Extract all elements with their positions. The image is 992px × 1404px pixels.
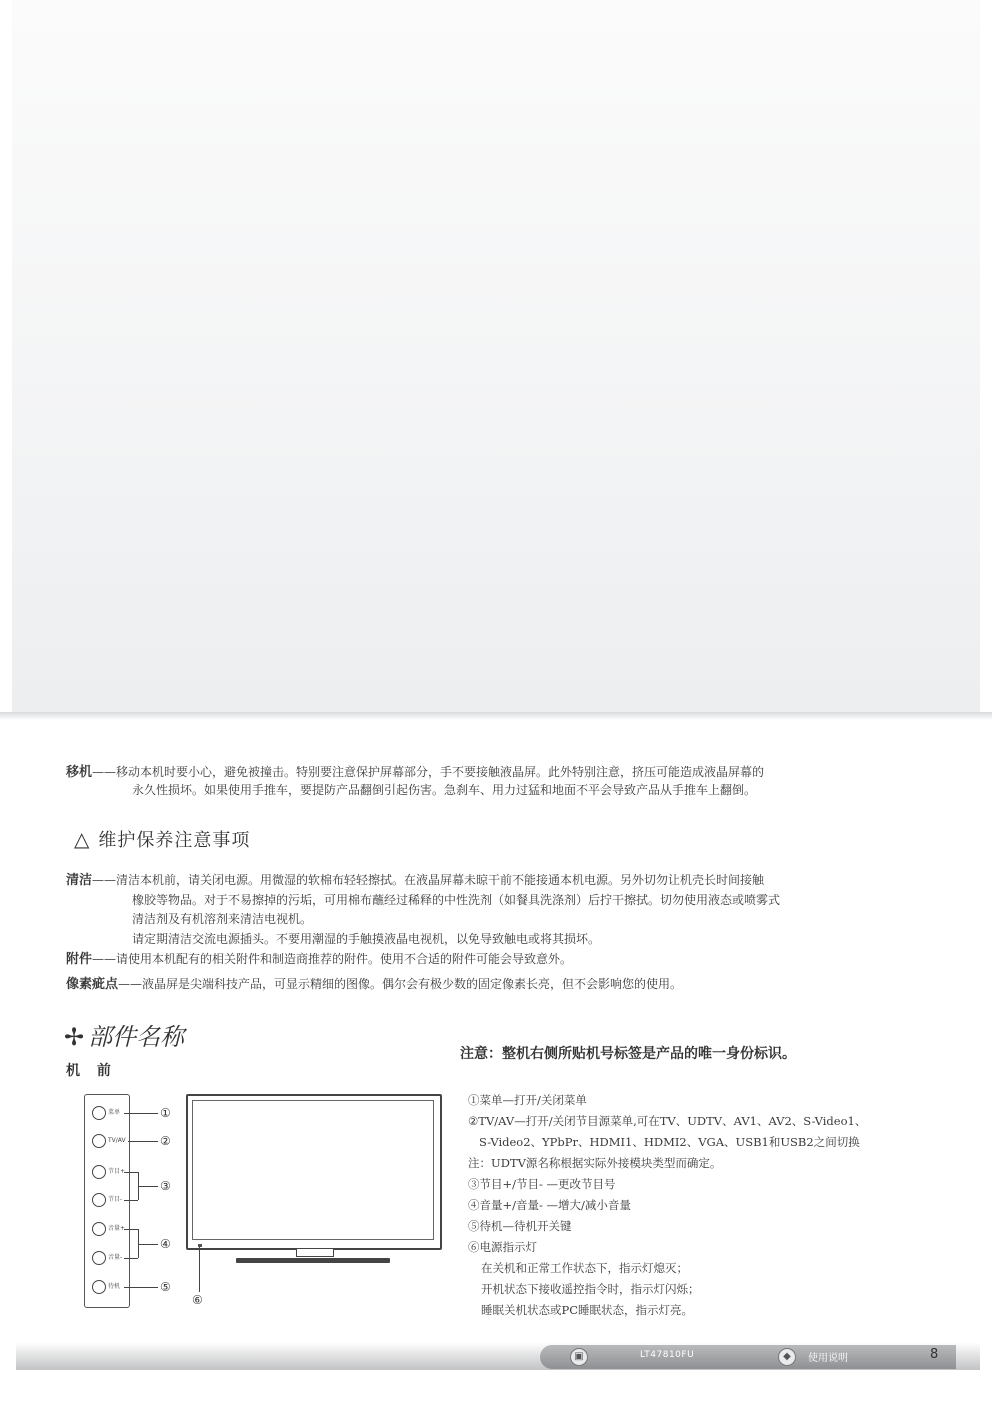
callout-number-6: ⑥ [192,1293,203,1307]
callout-line-1 [124,1113,158,1114]
parts-desc-6: ④音量+/音量- —增大/减小音量 [468,1198,631,1212]
parts-desc-3: S-Video2、YPbPr、HDMI1、HDMI2、VGA、USB1和USB2之间切换 [479,1135,860,1149]
volume-down-button-icon [92,1251,106,1265]
parts-desc-10: 开机状态下接收遥控指令时，指示灯闪烁； [481,1282,700,1296]
panel-label-menu: 菜单 [108,1109,121,1116]
moving-term: 移机 [66,765,93,780]
callout-line-3b [124,1200,138,1201]
page-number: 8 [930,1347,939,1362]
cleaning-line-3: 清洁剂及有机溶剂来清洁电视机。 [132,912,313,926]
callout-number-5: ⑤ [160,1280,171,1294]
maintenance-title: 维护保养注意事项 [98,830,251,851]
footer-model: LT47810FU [640,1350,695,1360]
panel-label-ch-down: 节目- [108,1196,123,1203]
front-view-label: 机 前 [66,1063,117,1079]
parts-desc-4: 注：UDTV源名称根据实际外接模块类型而确定。 [468,1156,722,1170]
parts-desc-2: ②TV/AV—打开/关闭节目源菜单,可在TV、UDTV、AV1、AV2、S-Video1、 [468,1114,867,1128]
callout-line-2 [128,1141,158,1142]
menu-button-icon [92,1106,106,1120]
tv-stand-base [236,1258,390,1263]
manual-logo-icon: ◆ [778,1348,796,1366]
callout-line-4a [124,1229,138,1230]
power-indicator-led [198,1244,202,1247]
maintenance-heading [74,826,250,852]
parts-title: 部件名称 [88,1023,185,1051]
tv-screen [192,1100,434,1240]
panel-label-tvav: TV/AV [108,1137,126,1144]
parts-desc-8: ⑥电源指示灯 [468,1240,537,1254]
parts-desc-5: ③节目+/节目- —更改节目号 [468,1177,616,1191]
accessories-text: ——请使用本机配有的相关附件和制造商推荐的附件。使用不合适的附件可能会导致意外。 [92,952,573,966]
pixels-term: 像素疵点 [66,977,119,992]
parts-desc-7: ⑤待机—待机开关键 [468,1219,572,1233]
volume-up-button-icon [92,1222,106,1236]
callout-line-5 [124,1287,158,1288]
callout-line-3 [138,1186,158,1187]
accessories-line [66,950,926,969]
accessories-term: 附件 [66,952,93,967]
cleaning-line-4: 请定期清洁交流电源插头。不要用潮湿的手触摸液晶电视机，以免导致触电或将其损坏。 [132,932,601,946]
cleaning-term: 清洁 [66,873,93,888]
parts-desc-1: ①菜单—打开/关闭菜单 [468,1093,587,1107]
cleaning-text-1: ——清洁本机前，请关闭电源。用微湿的软棉布轻轻擦拭。在液晶屏幕未晾干前不能接通本机电源。另外切勿让机壳长时间接触 [92,873,765,887]
pixels-text: ——液晶屏是尖端科技产品，可显示精细的图像。偶尔会有极少数的固定像素长亮，但不会影响您的使用。 [118,977,683,991]
callout-number-1: ① [160,1106,171,1120]
blank-upper-page [12,0,980,713]
callout-line-3a [124,1172,138,1173]
panel-label-standby: 待机 [108,1283,121,1290]
panel-label-vol-up: 音量+ [108,1225,126,1232]
channel-up-button-icon [92,1165,106,1179]
cleaning-line-1 [66,871,926,890]
footer-tab [540,1345,956,1369]
moving-line-2: 永久性损坏。如果使用手推车，要提防产品翻倒引起伤害。急刹车、用力过猛和地面不平会导致产品从手推车上翻倒。 [132,783,757,797]
parts-heading [64,1017,184,1052]
cleaning-line-2: 橡胶等物品。对于不易擦掉的污垢，可用棉布蘸经过稀释的中性洗剂（如餐具洗涤剂）后拧干擦拭。切勿使用液态或喷雾式 [132,893,781,907]
notice-text: 注意：整机右侧所贴机号标签是产品的唯一身份标识。 [460,1046,796,1062]
panel-label-ch-up: 节目+ [108,1168,126,1175]
callout-line-4b [124,1258,138,1259]
footer-manual-label: 使用说明 [808,1353,848,1364]
callout-number-2: ② [160,1134,171,1148]
callout-line-6 [199,1247,200,1292]
tv-logo-icon: ▣ [570,1348,588,1366]
moving-text-1: ——移动本机时要小心，避免被撞击。特别要注意保护屏幕部分，手不要接触液晶屏。此外特别注意，挤压可能造成液晶屏幕的 [92,765,765,779]
tvav-button-icon [92,1134,106,1148]
page-crease [0,712,992,720]
cross-star-icon: ✢ [64,1023,85,1051]
panel-label-vol-down: 音量- [108,1254,123,1261]
channel-down-button-icon [92,1193,106,1207]
parts-desc-9: 在关机和正常工作状态下，指示灯熄灭； [481,1261,688,1275]
standby-button-icon [92,1280,106,1294]
tv-stand-neck [296,1249,334,1257]
callout-number-3: ③ [160,1179,171,1193]
callout-line-4 [138,1244,158,1245]
side-button-panel [84,1094,130,1308]
moving-line-1 [66,763,926,782]
warning-triangle-icon: △ [74,827,91,851]
parts-desc-11: 睡眠关机状态或PC睡眠状态，指示灯亮。 [481,1303,694,1317]
pixels-line [66,975,926,994]
callout-number-4: ④ [160,1237,171,1251]
